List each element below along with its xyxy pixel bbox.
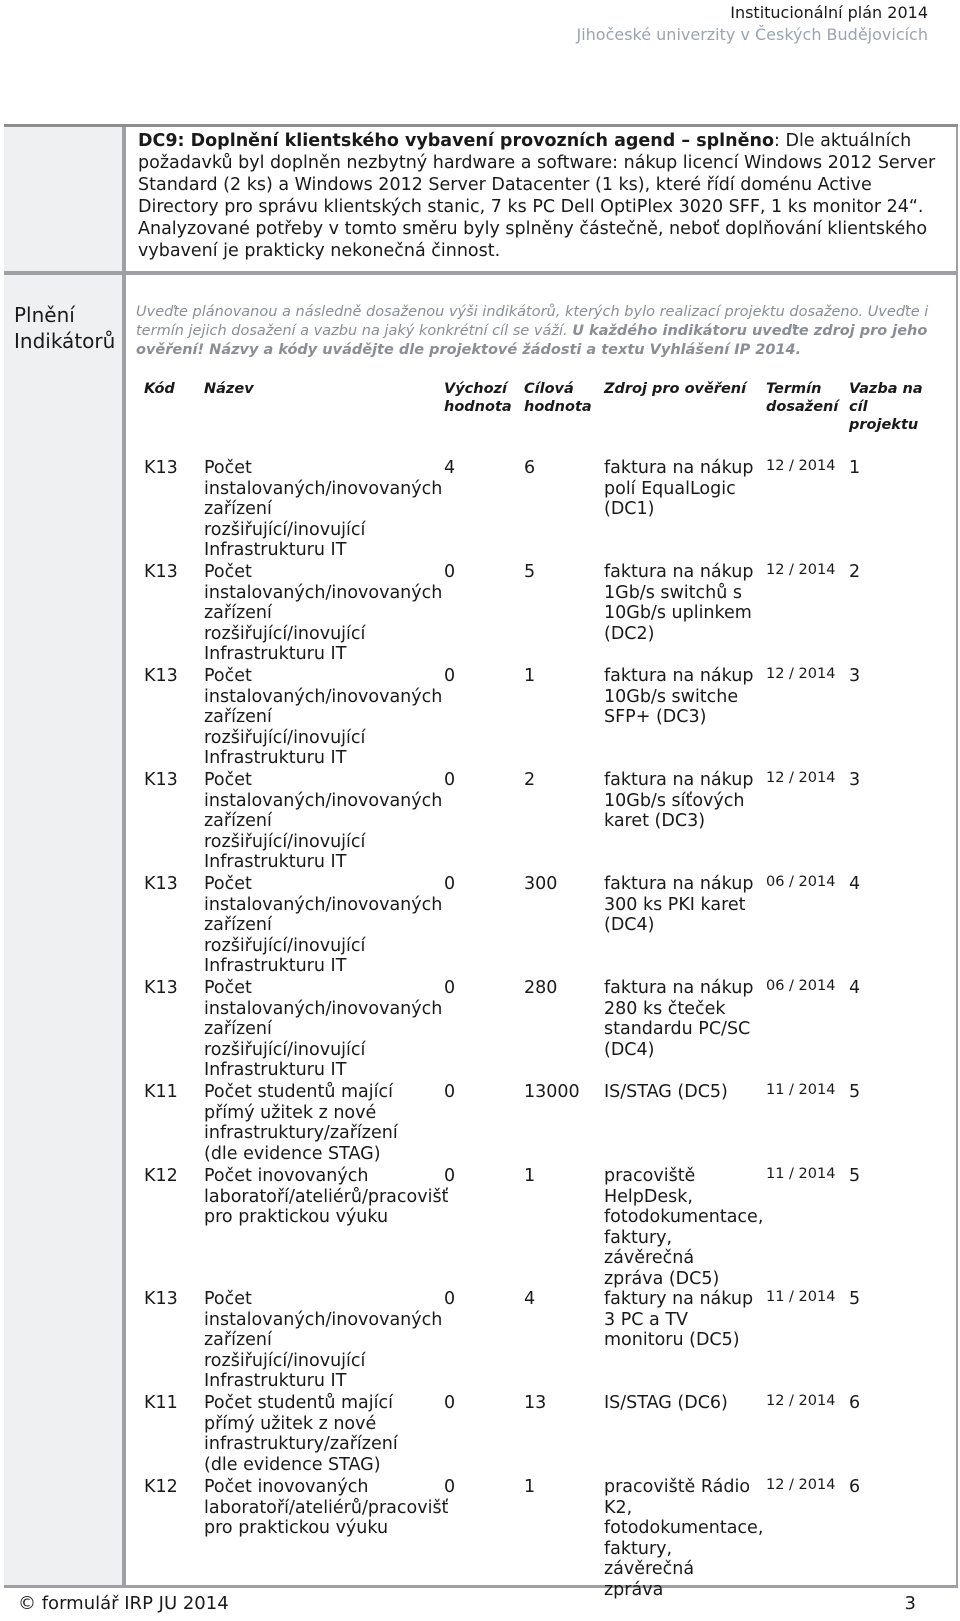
cell-code: K11 [144,1082,178,1102]
cell-start: 0 [444,1393,456,1413]
cell-goal: 4 [849,978,861,998]
cell-term: 11 / 2014 [766,1166,836,1182]
cell-target: 13 [524,1393,547,1413]
cell-term: 12 / 2014 [766,770,836,786]
header-target: Cílová hodnota [524,381,592,415]
table-row [140,770,940,874]
cell-target: 300 [524,874,558,894]
cell-target: 1 [524,1166,536,1186]
table-row [140,978,940,1082]
cell-target: 1 [524,1477,536,1497]
table-row [140,1082,940,1166]
cell-code: K13 [144,458,178,478]
cell-target: 5 [524,562,536,582]
dc9-heading: DC9: Doplnění klientského vybavení provozních agend – splněno [138,131,774,151]
cell-name: Počet instalovaných/inovovaných zařízení rozšiřující/inovující Infrastrukturu IT [204,978,443,1080]
dc9-colon: : [773,131,780,151]
header-start: Výchozí hodnota [444,381,512,415]
cell-start: 0 [444,562,456,582]
table-row [140,562,940,666]
section-label: Plnění Indikátorů [14,303,116,353]
cell-name: Počet instalovaných/inovovaných zařízení rozšiřující/inovující Infrastrukturu IT [204,458,443,560]
cell-code: K13 [144,978,178,998]
cell-term: 12 / 2014 [766,1477,836,1493]
cell-source: faktura na nákup 10Gb/s switche SFP+ (DC3) [604,666,754,727]
cell-source: pracoviště HelpDesk, fotodokumentace, faktury, závěrečná zpráva (DC5) [604,1166,764,1289]
cell-code: K13 [144,874,178,894]
table-row [140,874,940,978]
page-header [576,2,928,46]
cell-goal: 5 [849,1082,861,1102]
cell-source: faktura na nákup 10Gb/s síťových karet (DC3) [604,770,754,831]
cell-goal: 5 [849,1289,861,1309]
header-name: Název [204,381,254,397]
dc9-block [138,130,950,262]
cell-start: 0 [444,770,456,790]
header-source: Zdroj pro ověření [604,381,747,397]
cell-term: 12 / 2014 [766,1393,836,1409]
page-number: 3 [904,1593,916,1614]
table-row [140,1289,940,1393]
table-header-row [140,380,940,458]
table-row [140,1166,940,1289]
table-row [140,1477,940,1600]
cell-term: 12 / 2014 [766,562,836,578]
cell-code: K13 [144,562,178,582]
cell-start: 4 [444,458,456,478]
footer-copyright: © formulář IRP JU 2014 [18,1593,229,1614]
cell-source: IS/STAG (DC5) [604,1082,728,1102]
cell-start: 0 [444,1289,456,1309]
cell-goal: 4 [849,874,861,894]
cell-term: 11 / 2014 [766,1082,836,1098]
cell-target: 280 [524,978,558,998]
cell-name: Počet instalovaných/inovovaných zařízení rozšiřující/inovující Infrastrukturu IT [204,562,443,664]
cell-goal: 6 [849,1393,861,1413]
cell-term: 06 / 2014 [766,874,836,890]
header-subtitle: Jihočeské univerzity v Českých Budějovicích [576,25,928,44]
instruction-text [136,303,948,360]
cell-source: faktura na nákup polí EqualLogic (DC1) [604,458,754,519]
cell-start: 0 [444,978,456,998]
cell-goal: 6 [849,1477,861,1497]
cell-code: K12 [144,1477,178,1497]
cell-code: K13 [144,666,178,686]
table-row [140,666,940,770]
cell-name: Počet studentů mající přímý užitek z nové infrastruktury/zařízení (dle evidence STAG) [204,1082,398,1164]
header-term: Termín dosažení [766,381,839,415]
cell-term: 12 / 2014 [766,458,836,474]
cell-name: Počet instalovaných/inovovaných zařízení rozšiřující/inovující Infrastrukturu IT [204,874,443,976]
cell-name: Počet instalovaných/inovovaných zařízení rozšiřující/inovující Infrastrukturu IT [204,1289,443,1391]
cell-start: 0 [444,874,456,894]
cell-target: 4 [524,1289,536,1309]
indicator-table [140,380,940,1600]
cell-target: 1 [524,666,536,686]
cell-start: 0 [444,1082,456,1102]
cell-target: 2 [524,770,536,790]
cell-target: 6 [524,458,536,478]
cell-target: 13000 [524,1082,580,1102]
cell-source: faktura na nákup 280 ks čteček standardu PC/SC (DC4) [604,978,754,1060]
cell-code: K12 [144,1166,178,1186]
top-rule [4,124,958,127]
cell-goal: 5 [849,1166,861,1186]
cell-goal: 1 [849,458,861,478]
cell-name: Počet inovovaných laboratoří/ateliérů/pracovišť pro praktickou výuku [204,1477,449,1538]
cell-source: faktura na nákup 1Gb/s switchů s 10Gb/s uplinkem (DC2) [604,562,754,644]
row-separator [4,271,958,275]
header-goal: Vazba na cíl projektu [849,381,923,433]
instruction-bold: U každého indikátoru uveďte zdroj pro jeho ověření! Názvy a kódy uvádějte dle projektové žádosti a textu Vyhlášení IP 2014. [136,323,928,358]
header-code: Kód [144,381,175,397]
cell-code: K11 [144,1393,178,1413]
cell-start: 0 [444,666,456,686]
instruction-plain: Uveďte plánovanou a následně dosaženou výši indikátorů, kterých bylo realizací projektu dosaženo. Uveďte i termín jejich dosažení a vazbu na jaký konkrétní cíl se váží. [136,304,929,339]
cell-name: Počet inovovaných laboratoří/ateliérů/pracovišť pro praktickou výuku [204,1166,449,1227]
cell-goal: 3 [849,666,861,686]
dc9-body: Dle aktuálních požadavků byl doplněn nezbytný hardware a software: nákup licencí Windows 2012 Server Standard (2 ks) a Windows 2012 Server Datacenter (1 ks), které řídí doménu Active Directory pro správu klientských stanic, 7 ks PC Dell OptiPlex 3020 SFF, 1 ks monitor 24“. Analyzované potřeby v tomto směru byly splněny částečně, neboť doplňování klientského vybavení je prakticky nekonečná činnost. [138,131,936,261]
cell-goal: 3 [849,770,861,790]
table-row [140,458,940,562]
cell-source: IS/STAG (DC6) [604,1393,728,1413]
cell-source: faktury na nákup 3 PC a TV monitoru (DC5) [604,1289,754,1350]
cell-name: Počet instalovaných/inovovaných zařízení rozšiřující/inovující Infrastrukturu IT [204,666,443,768]
table-row [140,1393,940,1477]
cell-source: pracoviště Rádio K2, fotodokumentace, faktury, závěrečná zpráva [604,1477,764,1600]
cell-name: Počet instalovaných/inovovaných zařízení rozšiřující/inovující Infrastrukturu IT [204,770,443,872]
cell-term: 06 / 2014 [766,978,836,994]
column-separator [122,127,126,1585]
cell-start: 0 [444,1477,456,1497]
cell-term: 12 / 2014 [766,666,836,682]
cell-start: 0 [444,1166,456,1186]
cell-goal: 2 [849,562,861,582]
cell-name: Počet studentů mající přímý užitek z nové infrastruktury/zařízení (dle evidence STAG) [204,1393,398,1475]
cell-source: faktura na nákup 300 ks PKI karet (DC4) [604,874,754,935]
cell-code: K13 [144,770,178,790]
cell-code: K13 [144,1289,178,1309]
right-border [956,127,958,1585]
header-title: Institucionální plán 2014 [730,3,928,22]
cell-term: 11 / 2014 [766,1289,836,1305]
